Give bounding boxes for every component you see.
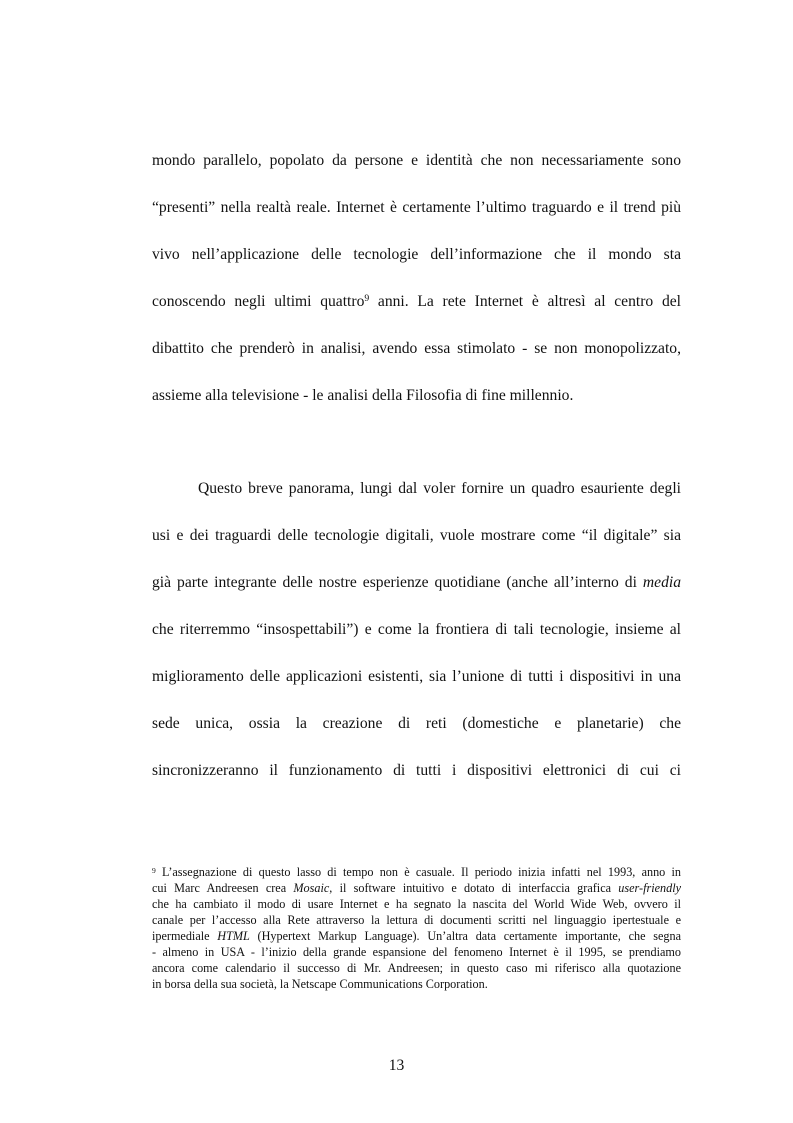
footnote-line — [152, 864, 681, 880]
body-line — [152, 573, 681, 593]
footnote-line: ancora come calendario il successo di Mr. Andreesen; in questo caso mi riferisco alla quotazione — [152, 961, 681, 975]
footnote-text: , il software intuitivo e dotato di interfaccia grafica — [329, 881, 619, 895]
body-text: conoscendo negli ultimi quattro — [152, 293, 365, 310]
body-line: dibattito che prenderò in analisi, avendo essa stimolato - se non monopolizzato, — [152, 340, 681, 357]
emphasis-text: user-friendly — [618, 881, 681, 895]
body-line: assieme alla televisione - le analisi della Filosofia di fine millennio. — [152, 387, 574, 404]
footnote-line: che ha cambiato il modo di usare Internet e ha segnato la nascita del World Wide Web, ovvero il — [152, 897, 681, 911]
footnote-line: - almeno in USA - l’inizio della grande espansione del fenomeno Internet è il 1995, se prendiamo — [152, 945, 681, 959]
footnote-text: cui Marc Andreesen crea — [152, 881, 294, 895]
emphasis-text: Mosaic — [293, 881, 330, 895]
emphasis-text: HTML — [217, 929, 250, 943]
body-line: usi e dei traguardi delle tecnologie digitali, vuole mostrare come “il digitale” sia — [152, 527, 681, 544]
body-line: sincronizzeranno il funzionamento di tutti i dispositivi elettronici di cui ci — [152, 762, 681, 779]
footnote-reference[interactable]: 9 — [364, 292, 370, 304]
body-line: miglioramento delle applicazioni esistenti, sia l’unione di tutti i dispositivi in una — [152, 668, 681, 685]
body-line: sede unica, ossia la creazione di reti (domestiche e planetarie) che — [152, 715, 681, 732]
page-number: 13 — [388, 1057, 405, 1074]
footnote-line: in borsa della sua società, la Netscape Communications Corporation. — [152, 977, 488, 991]
footnote-line: canale per l’accesso alla Rete attraverso la lettura di documenti scritti nel linguaggio ipertestuale e — [152, 913, 681, 927]
body-line — [152, 292, 681, 312]
footnote-line — [152, 880, 681, 896]
footnote-text: ipermediale — [152, 929, 218, 943]
body-line: vivo nell’applicazione delle tecnologie dell’informazione che il mondo sta — [152, 246, 681, 263]
body-line: mondo parallelo, popolato da persone e identità che non necessariamente sono — [152, 152, 681, 169]
body-line: “presenti” nella realtà reale. Internet è certamente l’ultimo traguardo e il trend più — [152, 199, 681, 216]
footnote-line — [152, 928, 681, 944]
footnote-text: L’assegnazione di questo lasso di tempo non è casuale. Il periodo inizia infatti nel 1993, anno in — [155, 865, 681, 879]
body-text: anni. La rete Internet è altresì al centro del — [369, 293, 681, 310]
body-text: già parte integrante delle nostre esperienze quotidiane (anche all’interno di — [152, 574, 643, 591]
footnote-text: (Hypertext Markup Language). Un’altra data certamente importante, che segna — [249, 929, 681, 943]
body-line: Questo breve panorama, lungi dal voler fornire un quadro esauriente degli — [198, 480, 681, 497]
emphasis-text: media — [642, 574, 681, 591]
footnote-marker: 9 — [152, 865, 156, 875]
body-line: che riterremmo “insospettabili”) e come la frontiera di tali tecnologie, insieme al — [152, 621, 681, 638]
